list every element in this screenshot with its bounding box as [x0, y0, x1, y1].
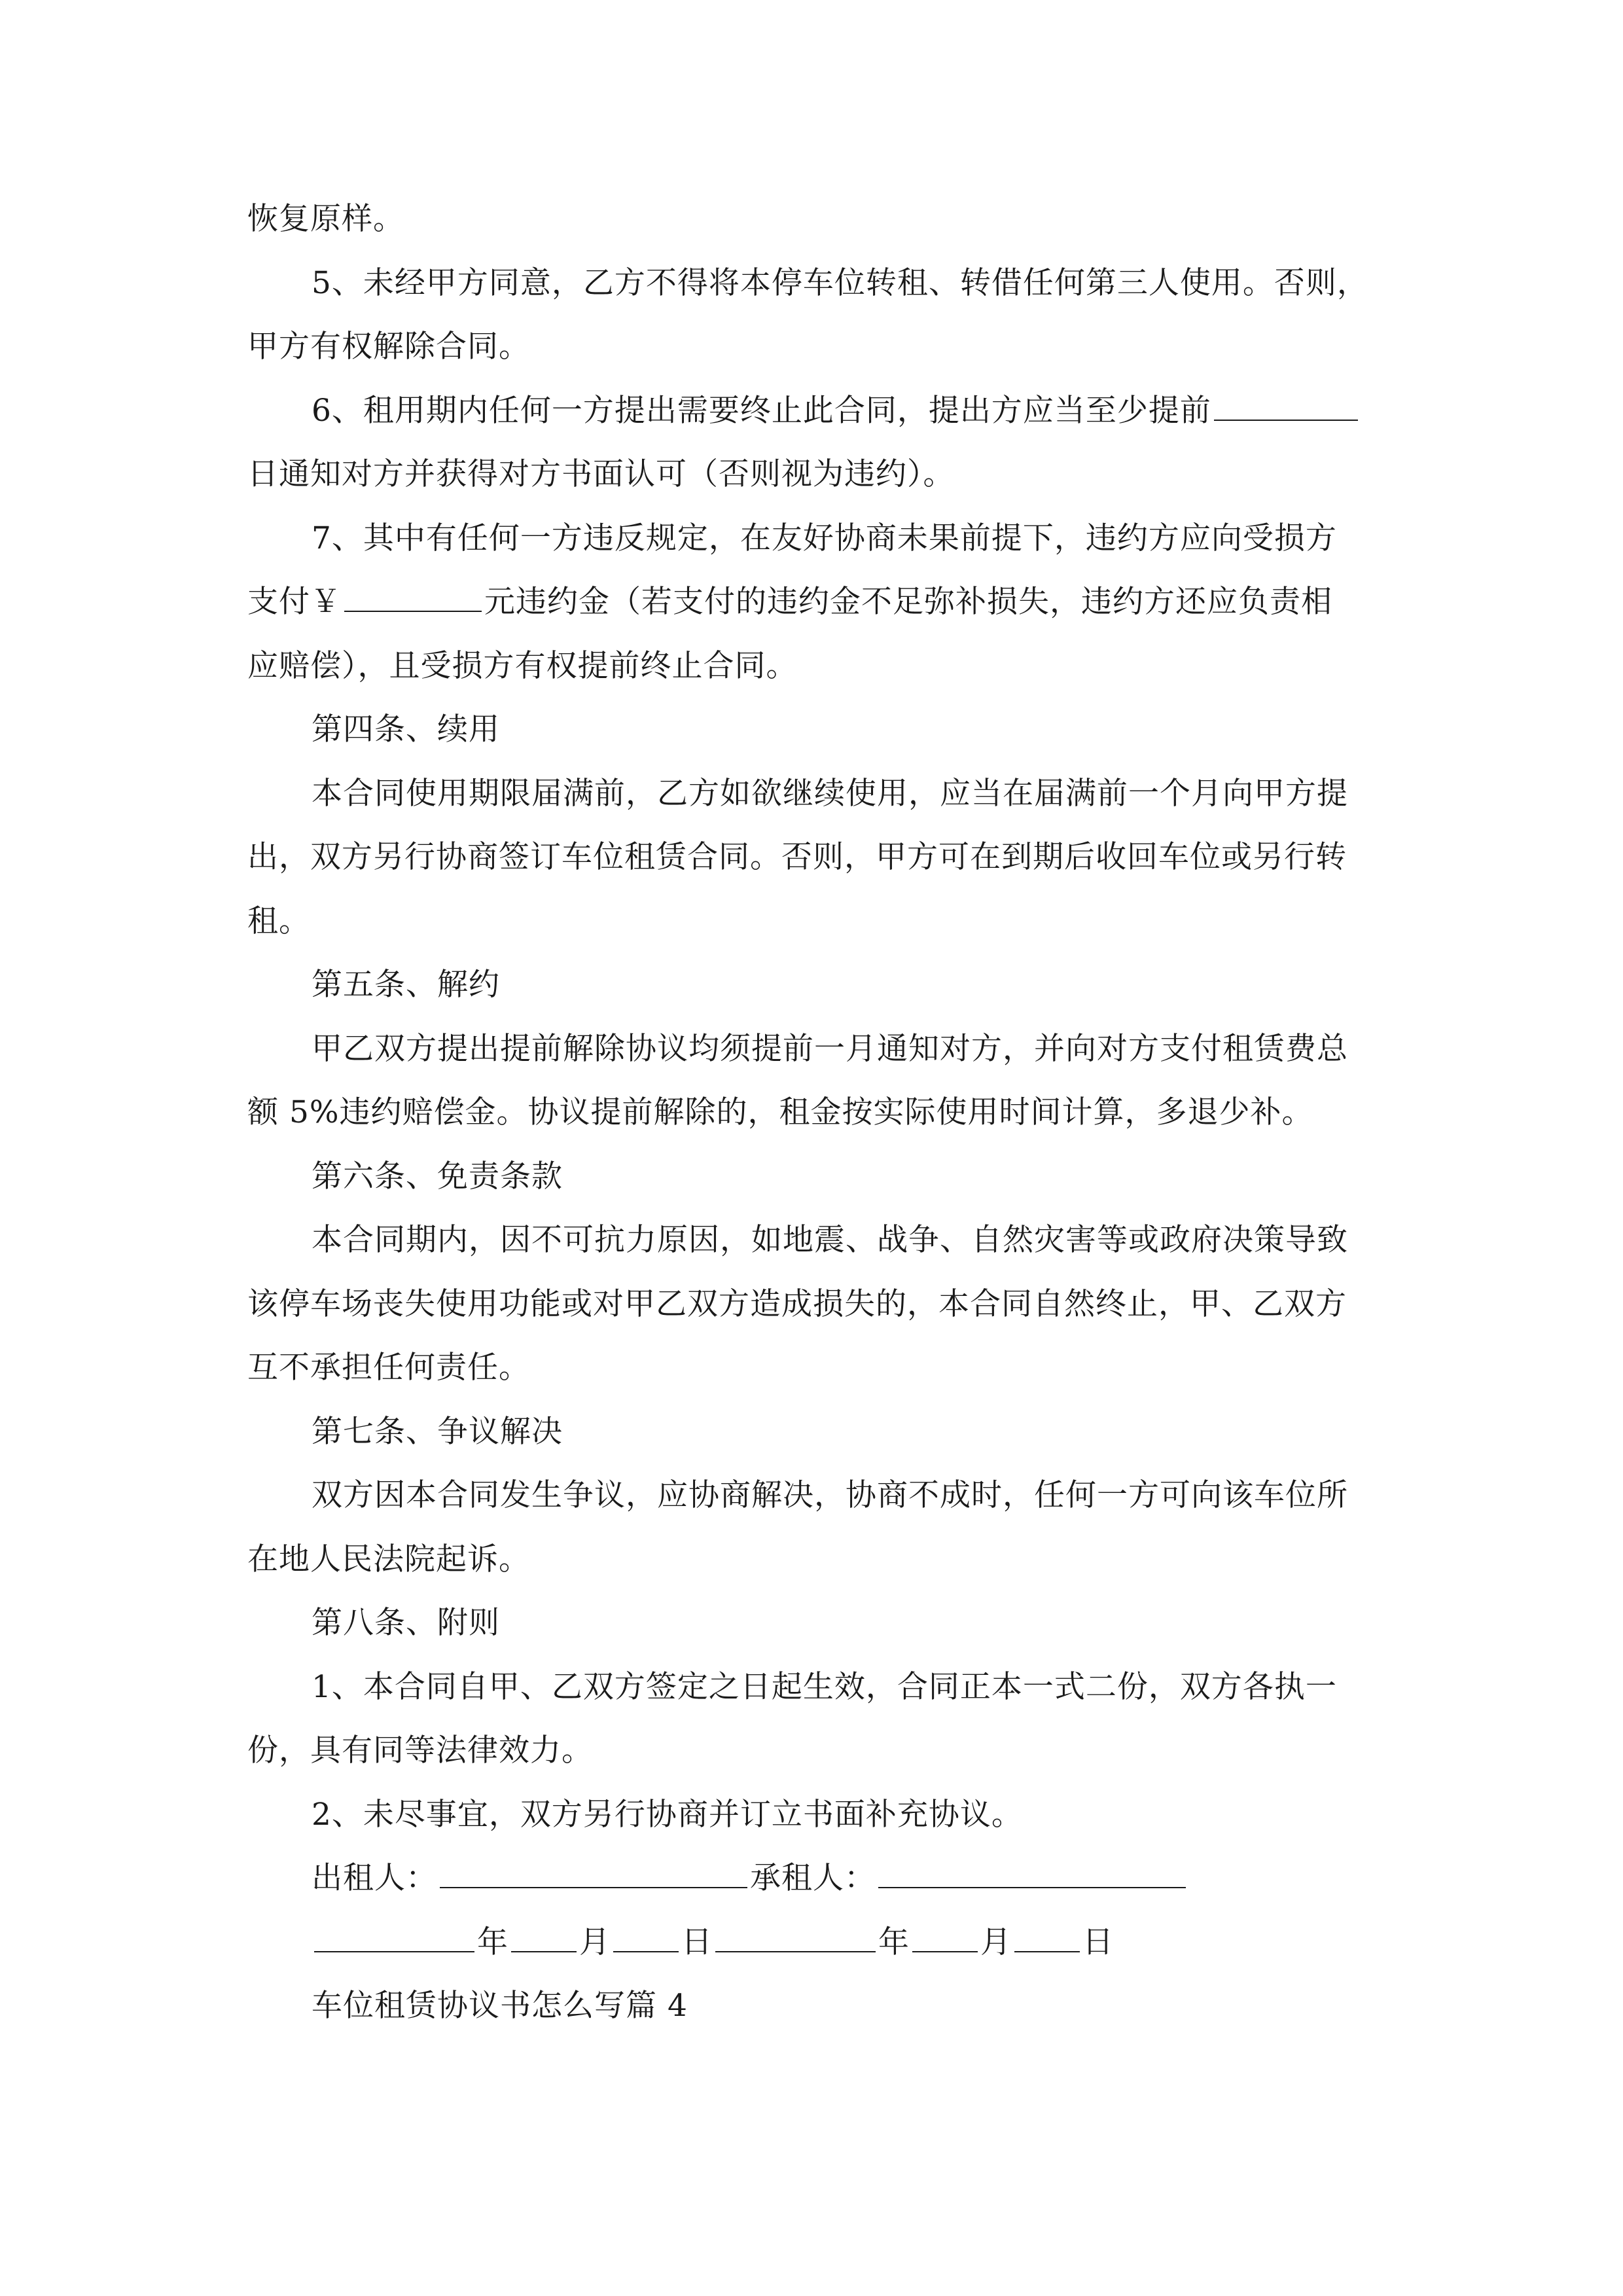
- article-6-heading: 第六条、免责条款: [312, 1158, 563, 1194]
- day-label: 日: [681, 1924, 713, 1960]
- lessee-month-blank: [912, 1922, 978, 1952]
- article-7-heading: 第七条、争议解决: [312, 1413, 563, 1450]
- article-6-line-2: 该停车场丧失使用功能或对甲乙双方造成损失的，本合同自然终止，甲、乙双方: [247, 1285, 1347, 1322]
- lessee-year-blank: [715, 1922, 876, 1952]
- article-6-line-3: 互不承担任何责任。: [247, 1350, 530, 1386]
- clause-6-line-2: 日通知对方并获得对方书面认可（否则视为违约）。: [247, 456, 955, 492]
- year-label: 年: [477, 1924, 508, 1960]
- text-line: 恢复原样。: [247, 201, 404, 237]
- article-4-line-3: 租。: [247, 903, 310, 939]
- article-7-line-1: 双方因本合同发生争议，应协商解决，协商不成时，任何一方可向该车位所: [312, 1477, 1348, 1513]
- clause-5-line-1: 5、未经甲方同意，乙方不得将本停车位转租、转借任何第三人使用。否则，: [312, 264, 1368, 301]
- penalty-text: 元违约金（若支付的违约金不足弥补损失，违约方还应负责相: [484, 584, 1332, 620]
- article-7-line-2: 在地人民法院起诉。: [247, 1541, 530, 1577]
- year-label: 年: [878, 1924, 910, 1960]
- date-line: [247, 1910, 1386, 1975]
- article-8-heading: 第八条、附则: [312, 1605, 500, 1641]
- clause-7-line-1: 7、其中有任何一方违反规定，在友好协商未果前提下，违约方应向受损方: [312, 520, 1337, 556]
- month-label: 月: [980, 1924, 1012, 1960]
- lessor-year-blank: [314, 1922, 474, 1952]
- clause-5-line-2: 甲方有权解除合同。: [247, 329, 530, 365]
- notice-days-blank: [1214, 391, 1358, 421]
- clause-6-text: 6、租用期内任何一方提出需要终止此合同，提出方应当至少提前: [312, 392, 1211, 429]
- article-5-line-1: 甲乙双方提出提前解除协议均须提前一月通知对方，并向对方支付租赁费总: [312, 1030, 1348, 1067]
- lessee-day-blank: [1014, 1922, 1080, 1952]
- pay-text: 支付￥: [247, 584, 342, 620]
- lessor-signature-blank: [440, 1858, 747, 1888]
- article-8-item-1-line-2: 份，具有同等法律效力。: [247, 1732, 593, 1768]
- clause-7-line-3: 应赔偿），且受损方有权提前终止合同。: [247, 647, 798, 684]
- article-4-line-2: 出，双方另行协商签订车位租赁合同。否则，甲方可在到期后收回车位或另行转: [247, 839, 1347, 875]
- lessor-day-blank: [613, 1922, 679, 1952]
- lessor-month-blank: [511, 1922, 577, 1952]
- article-4-heading: 第四条、续用: [312, 711, 500, 747]
- penalty-amount-blank: [344, 582, 482, 612]
- clause-7-line-2: [247, 570, 1386, 634]
- contract-body: [247, 187, 1386, 2038]
- article-8-item-1-line-1: 1、本合同自甲、乙双方签定之日起生效，合同正本一式二份，双方各执一: [312, 1668, 1337, 1705]
- signature-line: [247, 1846, 1386, 1910]
- lessee-label: 承租人：: [750, 1860, 876, 1896]
- article-6-line-1: 本合同期内，因不可抗力原因，如地震、战争、自然灾害等或政府决策导致: [312, 1222, 1348, 1258]
- day-label: 日: [1082, 1924, 1114, 1960]
- next-section-heading: 车位租赁协议书怎么写篇 4: [312, 1988, 688, 2024]
- article-5-line-2: 额 5%违约赔偿金。协议提前解除的，租金按实际使用时间计算，多退少补。: [247, 1094, 1313, 1130]
- lessor-label: 出租人：: [312, 1860, 437, 1896]
- article-4-line-1: 本合同使用期限届满前，乙方如欲继续使用，应当在届满前一个月向甲方提: [312, 775, 1348, 812]
- article-8-item-2: 2、未尽事宜，双方另行协商并订立书面补充协议。: [312, 1796, 1023, 1833]
- clause-6-line-1: [247, 379, 1386, 443]
- article-5-heading: 第五条、解约: [312, 967, 500, 1003]
- lessee-signature-blank: [878, 1858, 1186, 1888]
- month-label: 月: [579, 1924, 611, 1960]
